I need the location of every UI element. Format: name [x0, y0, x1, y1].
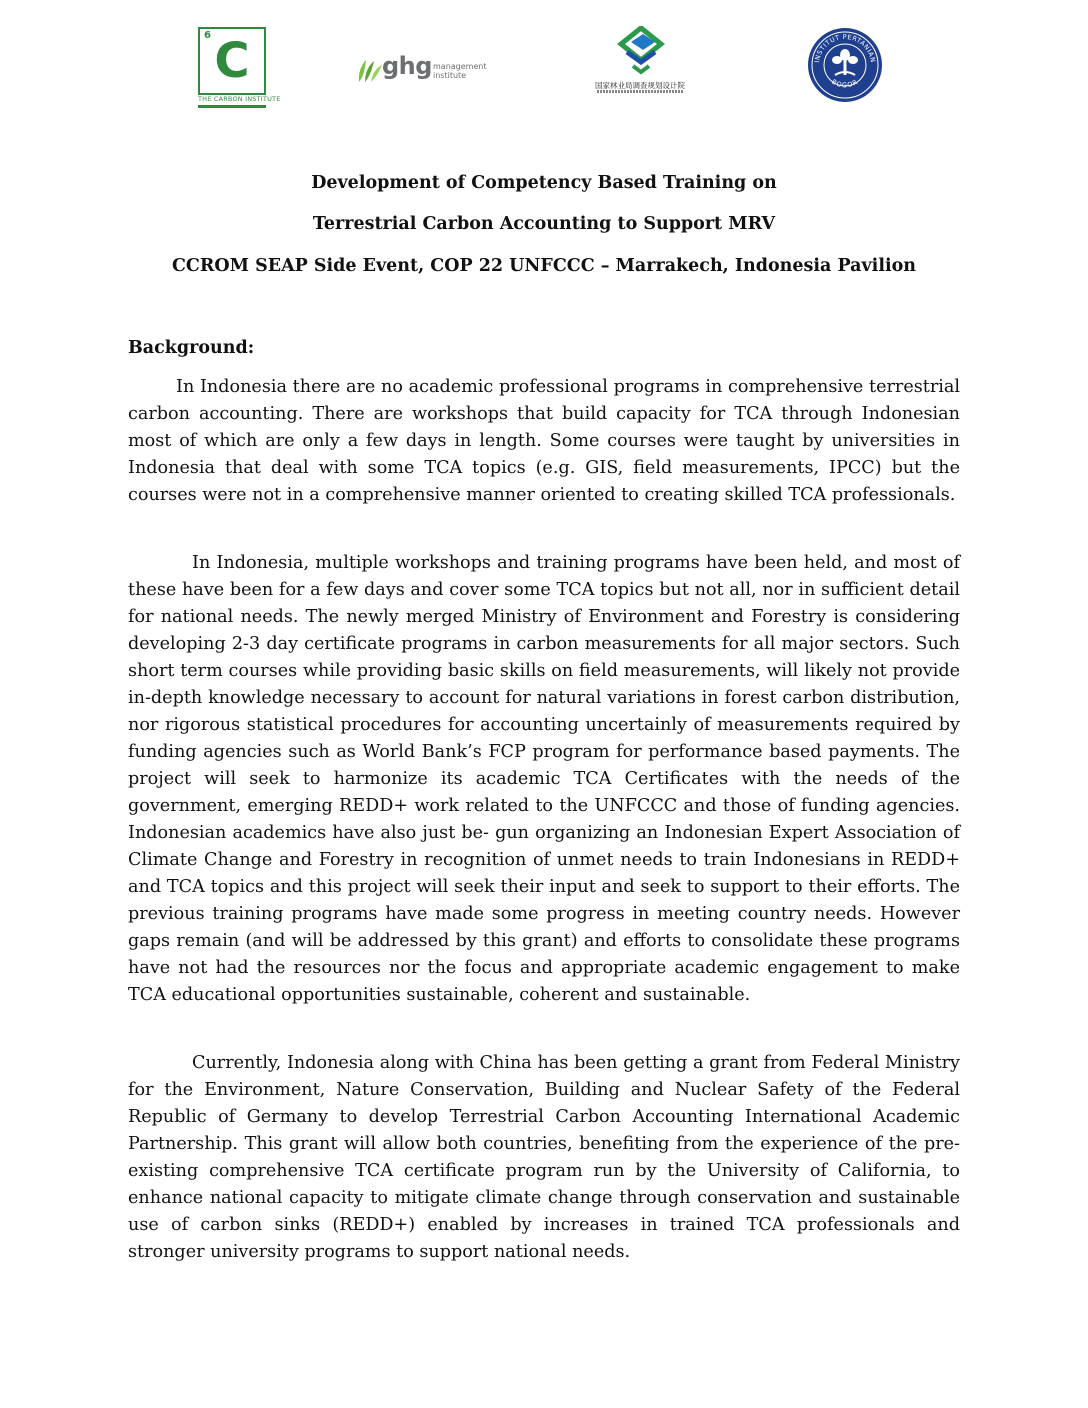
background-paragraph-1: In Indonesia there are no academic professional programs in comprehensive terrestrial carbon accounting. There are workshops that build capacity for TCA through Indonesian most of which are only a few days in length. Some courses were taught by universities in Indonesia that deal with some TCA topics (e.g. GIS, field measurements, IPCC) but the courses were not in a comprehensive manner oriented to creating skilled TCA professionals. — [128, 377, 960, 505]
background-heading: Background: — [128, 338, 255, 358]
document-subtitle-event: CCROM SEAP Side Event, COP 22 UNFCCC – Marrakech, Indonesia Pavilion — [171, 256, 917, 276]
carbon-institute-logo-letter: C — [214, 33, 250, 89]
ghg-management-institute-logo — [356, 52, 496, 90]
ipb-ring-top-text: INSTITUT PERTANIAN — [813, 32, 877, 64]
document-title-line-1: Development of Competency Based Training on — [311, 173, 777, 193]
forestry-planning-institute-logo — [595, 26, 685, 98]
ghg-leaves-icon — [356, 58, 384, 84]
background-paragraph-2: In Indonesia, multiple workshops and training programs have been held, and most of these have been for a few days and cover some TCA topics but not all, nor in sufficient detail for national needs. The newly merged Ministry of Environment and Forestry is considering developing 2-3 day certificate programs in carbon measurements for all major sectors. Such short term courses while providing basic skills on field measurements, will likely not provide in-depth knowledge necessary to account for natural variations in forest carbon distribution, nor rigorous statistical procedures for accounting uncertainly of measurements required by funding agencies such as World Bank’s FCP program for performance based payments. The project will seek to harmonize its academic TCA Certificates with the needs of the government, emerging REDD+ work related to the UNFCCC and those of funding agencies. Indonesian academics have also just be- gun organizing an Indonesian Expert Association of Climate Change and Forestry in recognition of unmet needs to train Indonesians in REDD+ and TCA topics and this project will seek their input and seek to support to their efforts. The previous training programs have made some progress in meeting country needs. However gaps remain (and will be addressed by this grant) and efforts to consolidate these programs have not had the resources nor the focus and appropriate academic engagement to make TCA educational opportunities sustainable, coherent and sustainable. — [128, 553, 960, 1005]
ipb-ring-bottom-text: BOGOR — [830, 77, 860, 90]
carbon-institute-logo-number: 6 — [204, 30, 211, 41]
carbon-institute-logo — [198, 27, 281, 109]
background-paragraph-3: Currently, Indonesia along with China has been getting a grant from Federal Ministry for the Environment, Nature Conservation, Building and Nuclear Safety of the Federal Republic of Germany to develop Terrestrial Carbon Accounting International Academic Partnership. This grant will allow both countries, benefiting from the experience of the pre-existing comprehensive TCA certificate program run by the University of California, to enhance national capacity to mitigate climate change through conservation and sustainable use of carbon sinks (REDD+) enabled by increases in trained TCA professionals and stronger university programs to support national needs. — [128, 1053, 960, 1262]
carbon-institute-logo-box — [198, 27, 266, 95]
document-title-line-2: Terrestrial Carbon Accounting to Support MRV — [312, 214, 776, 234]
carbon-institute-logo-underline — [198, 105, 266, 108]
forestry-institute-chinese-name: 国家林业局调查规划设计院 — [595, 81, 685, 90]
carbon-institute-logo-caption: THE CARBON INSTITUTE — [198, 95, 281, 103]
forestry-institute-subline — [597, 90, 683, 93]
ipb-bogor-seal-icon — [807, 27, 883, 103]
logo-row — [0, 0, 1088, 130]
ghg-wordmark: ghg — [382, 52, 432, 80]
forestry-institute-mark-icon — [617, 26, 665, 76]
ghg-tagline-line1: management — [433, 62, 487, 71]
ghg-tagline-line2: institute — [433, 71, 467, 80]
